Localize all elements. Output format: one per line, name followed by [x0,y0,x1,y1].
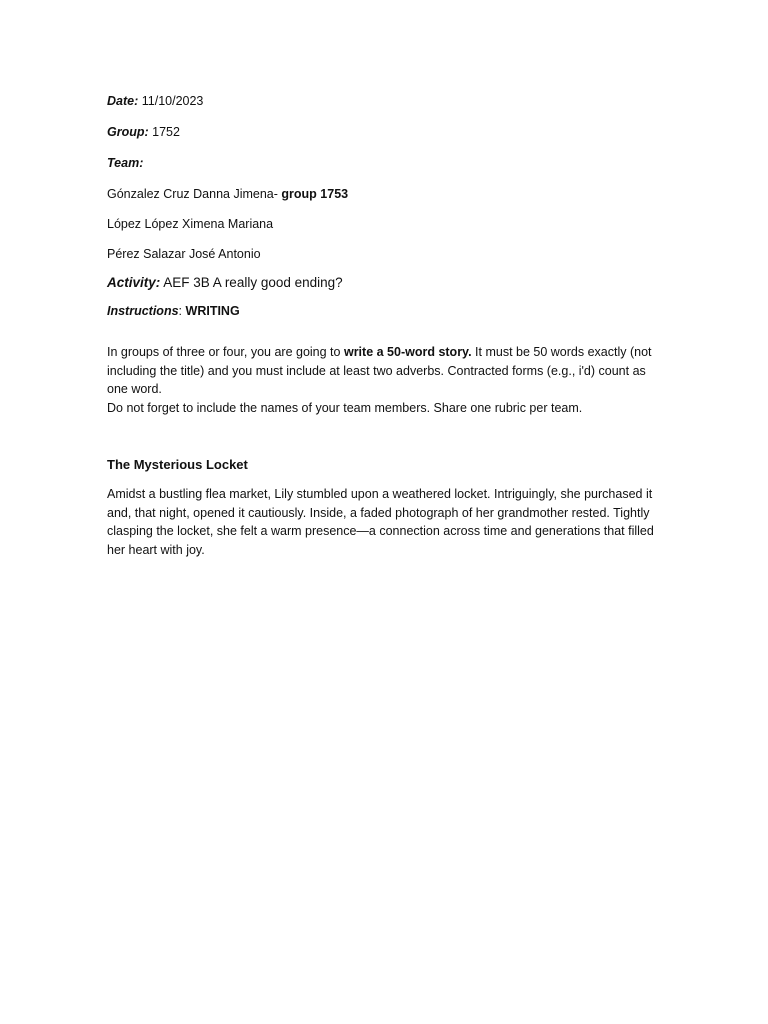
team-member [107,245,667,263]
instructions-text-after: It must be 50 words exactly (not including the title) and you must include at least two adverbs. Contracted forms (e.g., i'd) count as one word. [107,345,652,396]
document-content [107,92,667,559]
date-field [107,92,667,110]
team-member-name: López López Ximena Mariana [107,217,274,231]
activity-value: AEF 3B A really good ending? [163,275,343,290]
instructions-value: WRITING [185,304,240,318]
instructions-separator: : [178,304,183,318]
date-label: Date: [107,94,139,108]
date-value: 11/10/2023 [141,94,204,108]
team-field [107,154,667,172]
instructions-field [107,302,667,320]
instructions-label: Instructions [107,304,179,318]
team-member-name: Pérez Salazar José Antonio [107,247,261,261]
team-member-note: group 1753 [281,187,349,201]
instructions-text-before: In groups of three or four, you are going to [107,345,341,359]
team-member [107,215,667,233]
instructions-paragraph [107,343,667,417]
group-value: 1752 [152,125,180,139]
activity-field [107,274,667,292]
group-label: Group: [107,125,149,139]
team-label: Team: [107,156,144,170]
instructions-text-line2: Do not forget to include the names of your team members. Share one rubric per team. [107,400,583,415]
team-member-name: Gónzalez Cruz Danna Jimena- [107,187,278,201]
story-body: Amidst a bustling flea market, Lily stumbled upon a weathered locket. Intriguingly, she purchased it and, that night, opened it cautiously. Inside, a faded photograph of her grandmother rested. Tightly clasping the locket, she felt a warm presence—a connection across time and generations that filled her heart with joy. [107,487,654,557]
team-member [107,185,667,203]
group-field [107,123,667,141]
instructions-text-bold: write a 50-word story. [343,345,472,359]
activity-label: Activity: [107,275,161,290]
story-title: The Mysterious Locket [107,457,248,472]
